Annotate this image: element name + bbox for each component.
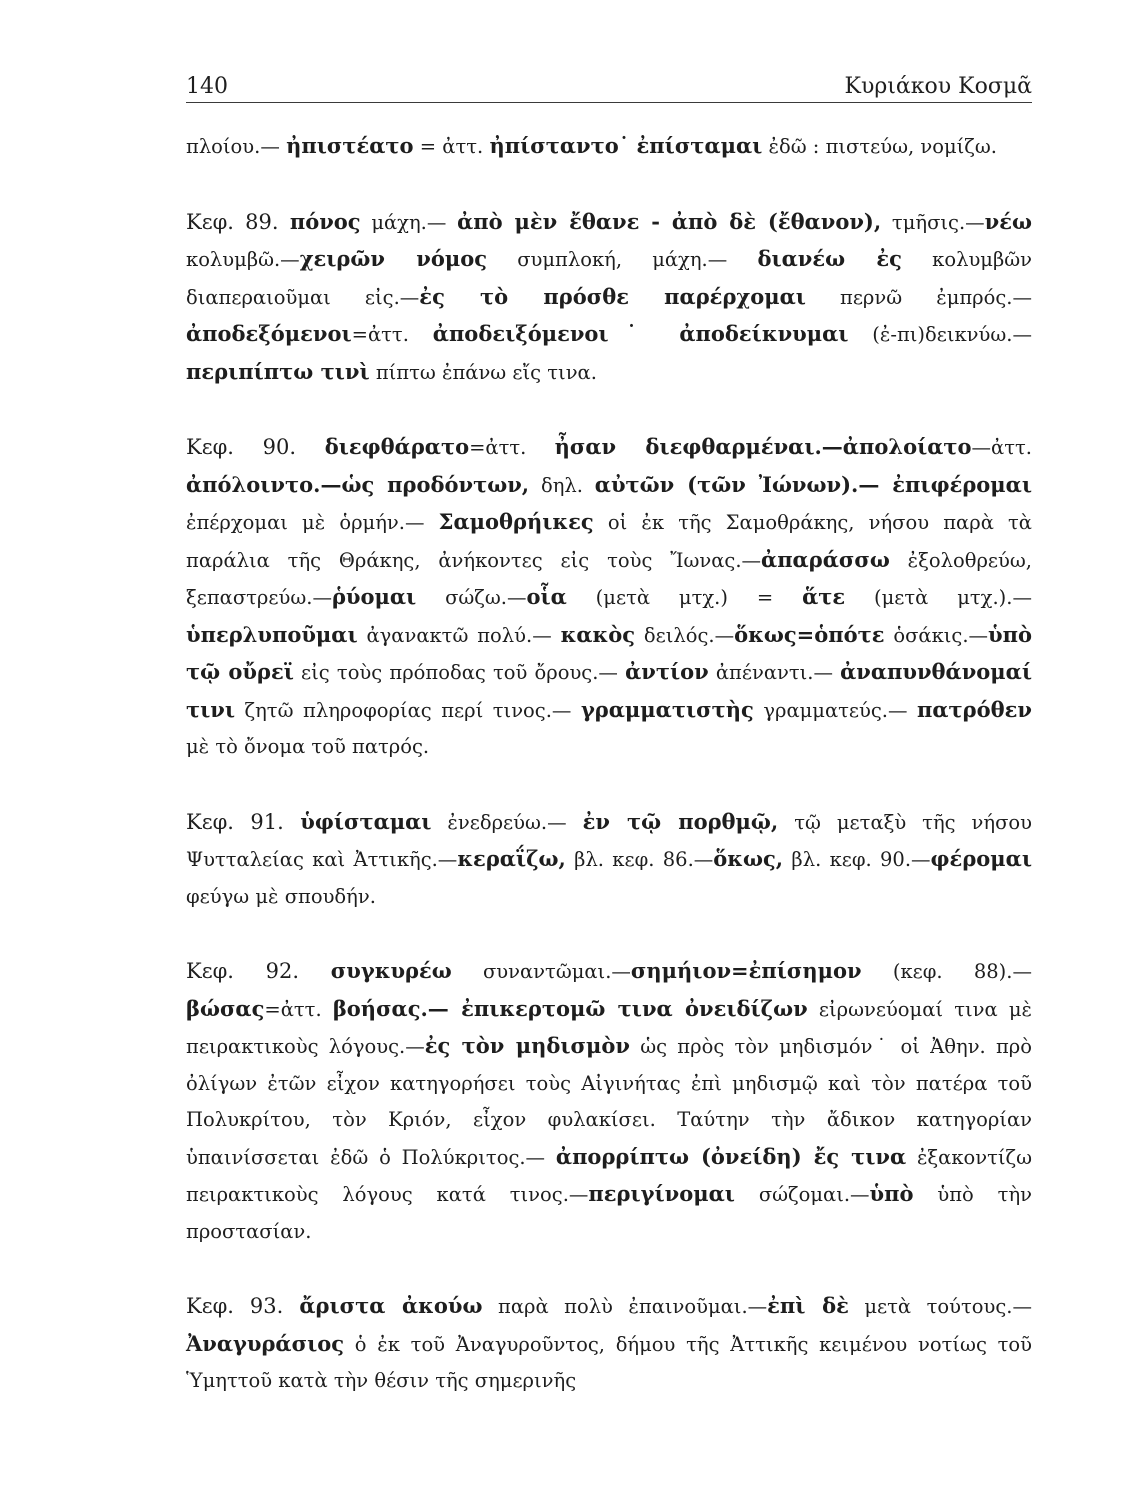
chapter-label: Κεφ. 92. <box>186 959 331 983</box>
keyword: διανέω ἐς <box>757 246 902 271</box>
paragraph-chapter <box>186 804 1032 916</box>
keyword: ἀπόλοιντο.—ὡς προδόντων, <box>186 471 530 497</box>
gloss-text: = ἀττ. <box>413 135 490 158</box>
gloss-text: δειλός.— <box>635 623 735 647</box>
paragraph-intro <box>186 128 1032 166</box>
keyword: ὑπερλυποῦμαι <box>186 621 358 647</box>
keyword: ἠπιστέατο <box>286 133 414 158</box>
keyword: ἀπαράσσω <box>761 546 890 572</box>
chapter-label: Κεφ. 90. <box>186 435 325 459</box>
keyword: κακὸς <box>560 621 636 647</box>
gloss-text: μάχη.— <box>360 210 458 234</box>
keyword: βώσας <box>186 995 265 1021</box>
gloss-text: εἰρωνεύομαί τινα μὲ πειρακτικοὺς λόγους.— <box>186 997 1032 1058</box>
gloss-text: ἐξακοντίζω πειρακτικοὺς λόγους κατά τινος.— <box>186 1145 1033 1206</box>
keyword: ὅκως, <box>713 846 784 871</box>
gloss-text: (ἐ-πι)δεικνύω.— <box>848 323 1032 346</box>
chapter-label: Κεφ. 89. <box>186 209 290 234</box>
keyword: ὑπὸ τῷ οὔρεϊ <box>186 621 1032 684</box>
gloss-text: πίπτω ἐπάνω εἴς τινα. <box>369 360 597 384</box>
gloss-text: βλ. κεφ. 90.— <box>783 848 931 871</box>
gloss-text: κολυμβῶ.— <box>186 248 300 271</box>
gloss-text: —ἀττ. <box>971 436 1032 459</box>
gloss-text: =ἀττ. <box>351 323 433 346</box>
gloss-text: ὑπὸ τὴν προστασίαν. <box>186 1183 1032 1243</box>
gloss-text: ζητῶ πληροφορίας περί τινος.— <box>235 698 581 722</box>
keyword: συγκυρέω <box>330 958 452 983</box>
gloss-text: σώζομαι.— <box>734 1183 870 1206</box>
gloss-text: περνῶ ἐμπρός.— <box>805 285 1033 309</box>
gloss-text: βλ. κεφ. 86.— <box>565 848 714 871</box>
keyword: ἀντίον <box>625 659 709 684</box>
gloss-text: συμπλοκή, μάχη.— <box>487 248 758 271</box>
keyword: σημήιον=ἐπίσημον <box>630 958 862 983</box>
keyword: ἐν τῷ πορθμῷ, <box>582 808 779 834</box>
gloss-text: ἐξολοθρεύω, ξεπαστρεύω.— <box>186 548 1032 609</box>
gloss-text: πλοίου.— <box>186 135 287 158</box>
keyword: γραμματιστὴς <box>580 696 754 722</box>
gloss-text: ὁ ἐκ τοῦ Ἀναγυροῦντος, δήμου τῆς Ἀττικῆς κειμένου νοτίως τοῦ Ὑμηττοῦ κατὰ τὴν θέσιν τῆς σημερινῆς <box>186 1332 1032 1392</box>
running-head: Κυριάκου Κοσμᾶ <box>844 74 1032 99</box>
gloss-text: ὡς πρὸς τὸν μηδισμόν˙ οἱ Ἀθην. πρὸ ὀλίγων ἐτῶν εἶχον κατηγορήσει τοὺς Αἰγινήτας ἐπὶ μηδισμῷ καὶ τὸν πατέρα τοῦ Πολυκρίτου, τὸν Κριόν, εἶχον φυλακίσει. Ταύτην τὴν ἄδικον κατηγορίαν ὑπαινίσσεται ἐδῶ ὁ Πολύκριτος.— <box>186 1035 1033 1169</box>
gloss-text: ἐπέρχομαι μὲ ὁρμήν.— <box>186 511 439 534</box>
gloss-text: τμῆσις.— <box>881 210 985 234</box>
gloss-text: δηλ. <box>529 473 595 497</box>
gloss-text: εἰς τοὺς πρόποδας τοῦ ὄρους.— <box>293 661 626 684</box>
keyword: ἄριστα ἀκούω <box>299 1293 483 1318</box>
keyword: νέω <box>984 208 1032 234</box>
paragraph-chapter <box>186 953 1032 1250</box>
keyword: περιπίπτω τινὶ <box>186 358 370 384</box>
keyword: ὅκως=ὁπότε <box>734 621 885 647</box>
gloss-text: οἱ ἐκ τῆς Σαμοθράκης, νήσου παρὰ τὰ παράλια τῆς Θράκης, ἀνήκοντες εἰς τοὺς Ἴωνας.— <box>186 511 1032 572</box>
gloss-text: σώζω.— <box>416 586 527 609</box>
keyword: ὑπὸ <box>869 1181 914 1206</box>
keyword: ἀποδειξόμενοι˙ ἀποδείκνυμαι <box>432 321 849 346</box>
gloss-text: (κεφ. 88).— <box>861 960 1032 983</box>
gloss-text: ἀπέναντι.— <box>708 661 841 684</box>
keyword: ἐς τὸν μηδισμὸν <box>424 1033 630 1058</box>
keyword: διεφθάρατο <box>324 434 470 459</box>
gloss-text: φεύγω μὲ σπουδήν. <box>186 884 376 908</box>
page-header <box>186 72 1032 103</box>
body-text <box>186 128 1032 1400</box>
keyword: ὑφίσταμαι <box>300 808 432 834</box>
keyword: πατρόθεν <box>917 696 1032 722</box>
keyword: βοήσας.— ἐπικερτομῶ τινα ὀνειδίζων <box>332 995 808 1021</box>
keyword: ἐς τὸ πρόσθε παρέρχομαι <box>419 283 806 309</box>
keyword: φέρομαι <box>930 846 1032 871</box>
gloss-text: (μετὰ μτχ.) = <box>566 586 803 609</box>
gloss-text: κολυμβῶν διαπεραιοῦμαι εἰς.— <box>186 248 1032 309</box>
keyword: ἦσαν διεφθαρμέναι.—ἀπολοίατο <box>554 434 972 459</box>
keyword: ἐπὶ δὲ <box>767 1293 849 1318</box>
gloss-text: γραμματεύς.— <box>753 698 918 722</box>
page-number: 140 <box>186 74 228 99</box>
gloss-text: ὁσάκις.— <box>884 623 989 647</box>
keyword: χειρῶν νόμος <box>299 246 488 271</box>
keyword: ἀπὸ μὲν ἔθανε - ἀπὸ δὲ (ἔθανον), <box>457 208 882 234</box>
chapter-label: Κεφ. 93. <box>186 1294 300 1318</box>
chapter-label: Κεφ. 91. <box>186 809 301 834</box>
keyword: ἠπίσταντο˙ ἐπίσταμαι <box>489 133 763 158</box>
gloss-text: τῷ μεταξὺ τῆς νήσου Ψυτταλείας καὶ Ἀττικῆς.— <box>186 810 1032 871</box>
keyword: ἅτε <box>802 584 846 609</box>
keyword: Ἀναγυράσιος <box>186 1330 345 1356</box>
gloss-text: ἐνεδρεύω.— <box>431 810 583 834</box>
gloss-text: (μετὰ μτχ.).— <box>845 586 1032 609</box>
gloss-text: =ἀττ. <box>264 997 333 1021</box>
gloss-text: ἀγανακτῶ πολύ.— <box>357 623 561 647</box>
keyword: Σαμοθρήικες <box>438 509 594 534</box>
gloss-text: μετὰ τούτους.— <box>848 1295 1032 1318</box>
keyword: ῥύομαι <box>331 584 417 609</box>
keyword: κεραΐζω, <box>457 846 566 871</box>
keyword: ἀναπυνθάνομαί τινι <box>186 659 1032 722</box>
paragraph-chapter <box>186 204 1032 392</box>
gloss-text: παρὰ πολὺ ἐπαινοῦμαι.— <box>482 1295 768 1318</box>
gloss-text: μὲ τὸ ὄνομα τοῦ πατρός. <box>186 735 430 758</box>
keyword: ἀπορρίπτω (ὀνείδη) ἔς τινα <box>555 1143 907 1169</box>
keyword: αὐτῶν (τῶν Ἰώνων).— ἐπιφέρομαι <box>594 471 1032 497</box>
keyword: οἷα <box>526 584 567 609</box>
gloss-text: =ἀττ. <box>469 436 555 459</box>
paragraph-chapter <box>186 429 1032 766</box>
keyword: πόνος <box>289 208 361 234</box>
paragraph-chapter <box>186 1288 1032 1400</box>
keyword: περιγίνομαι <box>588 1181 735 1206</box>
gloss-text: ἐδῶ : πιστεύω, νομίζω. <box>762 135 997 158</box>
gloss-text: συναντῶμαι.— <box>451 960 631 983</box>
keyword: ἀποδεξόμενοι <box>186 321 352 346</box>
